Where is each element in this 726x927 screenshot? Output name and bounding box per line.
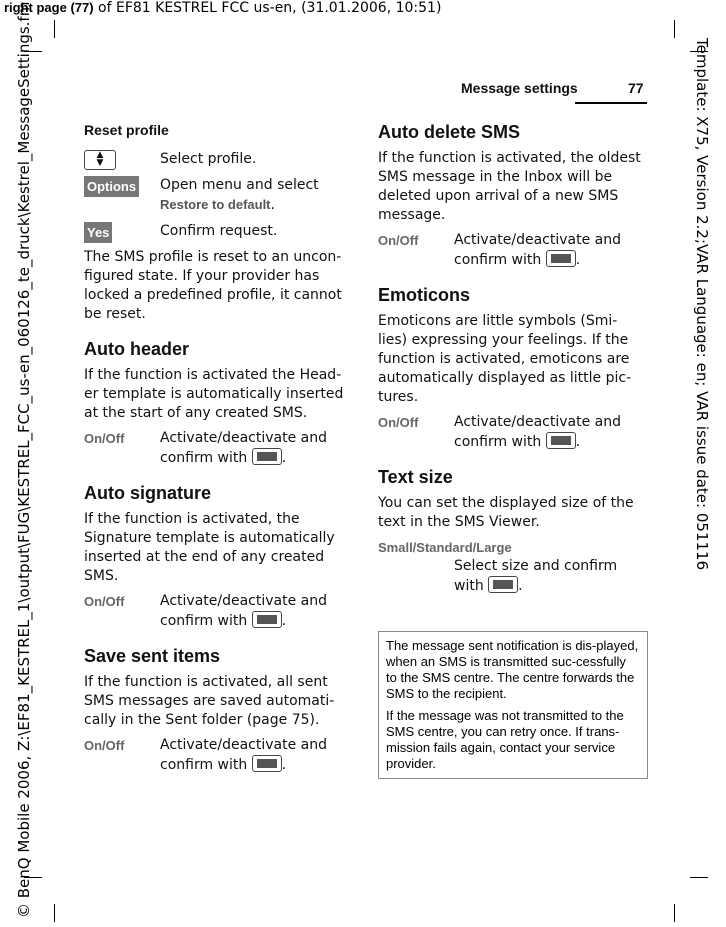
- row-text: Confirm request.: [160, 223, 278, 239]
- row-suffix: .: [575, 252, 581, 268]
- page-number: 77: [628, 80, 644, 96]
- nav-key-icon: ▲ ▼: [84, 150, 116, 170]
- reset-row-yes: [84, 222, 351, 241]
- emoticons-heading: Emoticons: [378, 285, 471, 305]
- reset-profile-heading: Reset profile: [84, 122, 169, 138]
- crop-mark: [690, 877, 708, 878]
- crop-mark: [674, 20, 675, 38]
- row-text: Activate/deactivate and confirm with: [454, 414, 622, 450]
- row-suffix: .: [281, 757, 287, 773]
- save-sent-heading: Save sent items: [84, 646, 221, 666]
- on-off-label: On/Off: [84, 594, 125, 609]
- row-text: Open menu and select: [160, 177, 319, 193]
- menu-ref-restore: Restore to default: [160, 197, 271, 212]
- auto-delete-body: If the function is activated, the oldest SMS message in the Inbox will be deleted upon arrival of a new SMS message.: [378, 150, 641, 223]
- on-off-label: On/Off: [378, 415, 419, 430]
- header-rule: [575, 102, 647, 104]
- softkey-icon: [488, 576, 518, 593]
- text-size-body: You can set the displayed size of the text in the SMS Viewer.: [378, 495, 634, 530]
- running-head: Message settings: [461, 80, 578, 96]
- crop-mark: [54, 20, 55, 38]
- softkey-icon: [546, 432, 576, 449]
- softkey-icon: [252, 755, 282, 772]
- row-suffix: .: [518, 578, 523, 594]
- side-template-info: Template: X75, Version 2.2;VAR Language: en; VAR issue date: 051116: [693, 38, 711, 571]
- note-paragraph-2: If the message was not transmitted to the SMS centre, you can retry once. If trans-mission fails again, contact your service provider.: [386, 708, 624, 771]
- print-header-bold: right page (77): [4, 0, 94, 15]
- save-sent-row: [84, 736, 351, 775]
- softkey-icon: [252, 611, 282, 628]
- emoticons-body: Emoticons are little symbols (Smi-lies) expressing your feelings. If the function is activated, emoticons are automatically displayed as little pic-tures.: [378, 313, 632, 405]
- softkey-icon: [546, 250, 576, 267]
- reset-profile-body: The SMS profile is reset to an uncon-figured state. If your provider has locked a predefined profile, it cannot be reset.: [84, 249, 342, 322]
- row-text: Activate/deactivate and confirm with: [454, 232, 622, 268]
- row-suffix: .: [270, 197, 275, 213]
- note-paragraph-1: The message sent notification is dis-played, when an SMS is transmitted suc-cessfully to the SMS centre. The centre forwards the SMS to the recipient.: [386, 638, 639, 701]
- crop-mark: [54, 904, 55, 922]
- options-softkey-label: Options: [84, 176, 139, 197]
- side-copyright: © BenQ Mobile 2006, Z:\EF81_KESTREL_1\output\FUG\KESTREL_FCC_us-en_060126_te_druck\Kestrel_MessageSettings.fm: [15, 1, 33, 918]
- auto-header-heading: Auto header: [84, 339, 190, 359]
- crop-mark: [674, 904, 675, 922]
- on-off-label: On/Off: [378, 233, 419, 248]
- on-off-label: On/Off: [84, 431, 125, 446]
- row-text: Activate/deactivate and confirm with: [160, 593, 328, 629]
- row-text: Activate/deactivate and confirm with: [160, 737, 328, 773]
- left-column: [84, 121, 351, 782]
- auto-signature-heading: Auto signature: [84, 483, 212, 503]
- right-column: [378, 121, 646, 603]
- auto-delete-heading: Auto delete SMS: [378, 122, 521, 142]
- reset-row-select: [84, 150, 351, 169]
- text-size-row: [378, 538, 646, 596]
- row-suffix: .: [281, 613, 287, 629]
- size-options-label: Small/Standard/Large: [378, 540, 512, 555]
- emoticons-row: [378, 413, 646, 452]
- row-text: Activate/deactivate and confirm with: [160, 430, 328, 466]
- row-text: Select profile.: [160, 151, 257, 167]
- on-off-label: On/Off: [84, 738, 125, 753]
- note-box: [378, 631, 648, 779]
- save-sent-body: If the function is activated, all sent SMS messages are saved automati-cally in the Sent folder (page 75).: [84, 674, 335, 728]
- text-size-heading: Text size: [378, 467, 453, 487]
- row-suffix: .: [281, 450, 287, 466]
- row-text: Select size and confirm with: [454, 558, 618, 594]
- print-header-rest: of EF81 KESTREL FCC us-en, (31.01.2006, 10:51): [93, 0, 442, 16]
- row-suffix: .: [575, 434, 581, 450]
- auto-header-row: [84, 429, 351, 468]
- reset-row-options: [84, 176, 351, 215]
- auto-delete-row: [378, 231, 646, 270]
- softkey-icon: [252, 448, 282, 465]
- auto-signature-row: [84, 592, 351, 631]
- print-header: [4, 0, 441, 16]
- yes-softkey-label: Yes: [84, 222, 112, 243]
- auto-header-body: If the function is activated the Head-er template is automatically inserted at the start of any created SMS.: [84, 367, 344, 421]
- auto-signature-body: If the function is activated, the Signature template is automatically inserted at the end of any created SMS.: [84, 511, 335, 584]
